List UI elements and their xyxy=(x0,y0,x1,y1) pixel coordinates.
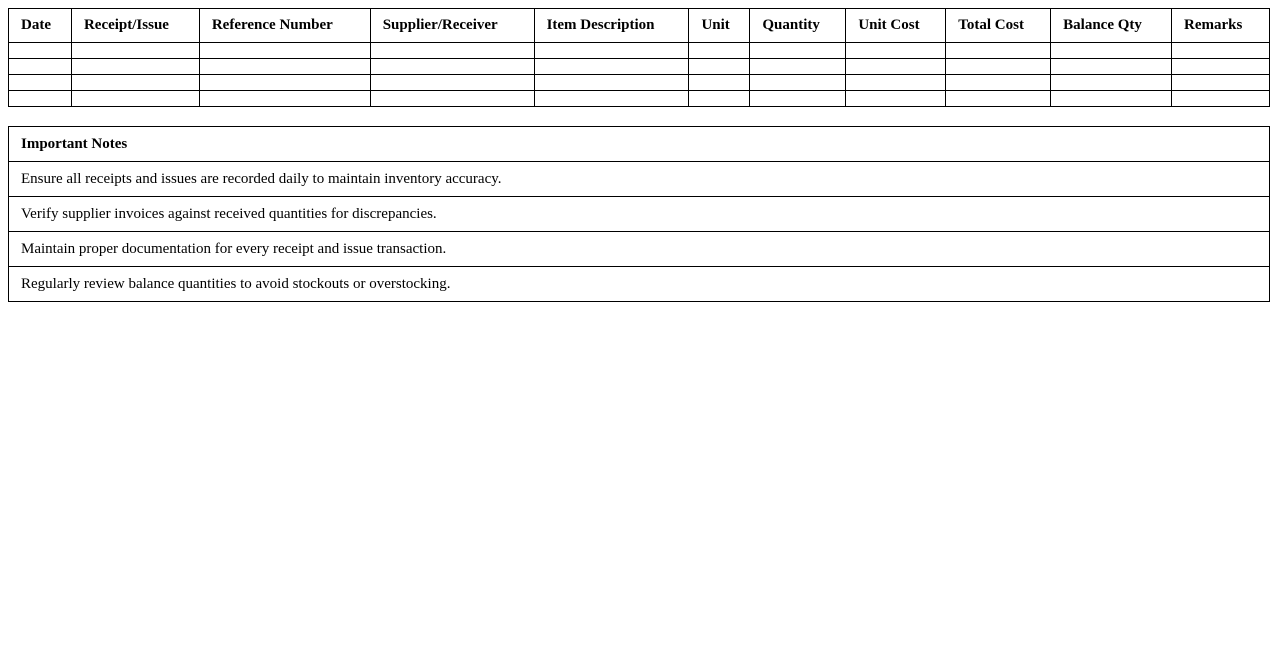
table-cell xyxy=(689,43,750,59)
column-header-quantity: Quantity xyxy=(750,9,846,43)
table-row xyxy=(9,75,1270,91)
table-cell xyxy=(71,75,199,91)
table-cell xyxy=(9,59,72,75)
table-cell xyxy=(9,43,72,59)
notes-title-row xyxy=(9,127,1270,162)
table-cell xyxy=(1172,91,1270,107)
important-notes-table xyxy=(8,126,1270,302)
table-cell xyxy=(9,75,72,91)
table-cell xyxy=(689,91,750,107)
column-header-item-description: Item Description xyxy=(534,9,689,43)
table-cell xyxy=(534,75,689,91)
table-cell xyxy=(1051,43,1172,59)
column-header-balance-qty: Balance Qty xyxy=(1051,9,1172,43)
table-cell xyxy=(534,43,689,59)
table-cell xyxy=(1051,91,1172,107)
table-cell xyxy=(946,75,1051,91)
table-header-row xyxy=(9,9,1270,43)
table-cell xyxy=(946,59,1051,75)
note-row xyxy=(9,197,1270,232)
table-cell xyxy=(750,43,846,59)
column-header-unit-cost: Unit Cost xyxy=(846,9,946,43)
table-cell xyxy=(750,91,846,107)
note-row xyxy=(9,162,1270,197)
table-cell xyxy=(750,59,846,75)
note-item: Verify supplier invoices against received quantities for discrepancies. xyxy=(9,197,1270,232)
table-cell xyxy=(199,91,370,107)
note-row xyxy=(9,232,1270,267)
inventory-ledger-table xyxy=(8,8,1270,107)
table-cell xyxy=(71,59,199,75)
notes-title: Important Notes xyxy=(9,127,1270,162)
column-header-supplier-receiver: Supplier/Receiver xyxy=(370,9,534,43)
table-cell xyxy=(534,59,689,75)
table-row xyxy=(9,91,1270,107)
column-header-total-cost: Total Cost xyxy=(946,9,1051,43)
table-cell xyxy=(370,43,534,59)
note-row xyxy=(9,267,1270,302)
note-item: Regularly review balance quantities to avoid stockouts or overstocking. xyxy=(9,267,1270,302)
table-cell xyxy=(370,59,534,75)
table-cell xyxy=(846,43,946,59)
table-cell xyxy=(1172,59,1270,75)
table-cell xyxy=(1172,75,1270,91)
table-cell xyxy=(199,75,370,91)
table-cell xyxy=(689,59,750,75)
column-header-reference-number: Reference Number xyxy=(199,9,370,43)
table-cell xyxy=(846,91,946,107)
table-cell xyxy=(370,75,534,91)
table-row xyxy=(9,43,1270,59)
column-header-remarks: Remarks xyxy=(1172,9,1270,43)
table-cell xyxy=(689,75,750,91)
table-cell xyxy=(1172,43,1270,59)
table-row xyxy=(9,59,1270,75)
column-header-date: Date xyxy=(9,9,72,43)
table-cell xyxy=(199,59,370,75)
note-item: Ensure all receipts and issues are recorded daily to maintain inventory accuracy. xyxy=(9,162,1270,197)
table-cell xyxy=(846,59,946,75)
table-cell xyxy=(370,91,534,107)
page xyxy=(8,8,1270,302)
table-cell xyxy=(946,43,1051,59)
table-cell xyxy=(750,75,846,91)
table-cell xyxy=(9,91,72,107)
table-cell xyxy=(946,91,1051,107)
table-cell xyxy=(1051,59,1172,75)
table-cell xyxy=(71,43,199,59)
table-cell xyxy=(71,91,199,107)
column-header-receipt-issue: Receipt/Issue xyxy=(71,9,199,43)
table-cell xyxy=(534,91,689,107)
table-cell xyxy=(1051,75,1172,91)
note-item: Maintain proper documentation for every receipt and issue transaction. xyxy=(9,232,1270,267)
column-header-unit: Unit xyxy=(689,9,750,43)
table-cell xyxy=(846,75,946,91)
table-cell xyxy=(199,43,370,59)
ledger-body xyxy=(9,43,1270,107)
